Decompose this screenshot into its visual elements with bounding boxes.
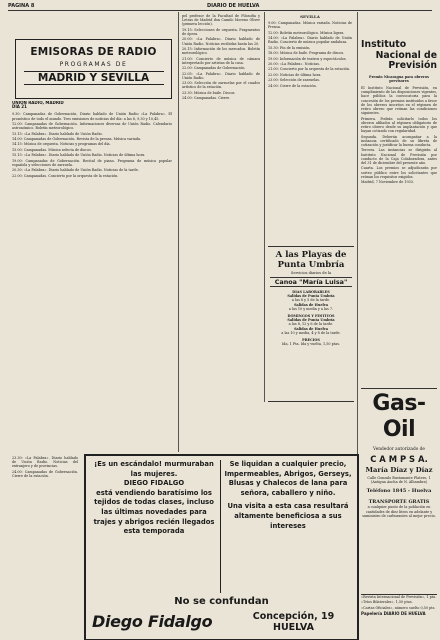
fidalgo-right-line-2: Una visita a esta casa resultará altamente beneficiosa a sus intereses: [227, 502, 349, 530]
playas-price-title: PRECIOS: [302, 338, 320, 343]
radio-column-3-list: [268, 21, 352, 88]
playas-laborables: DIAS LABORABLES: [292, 290, 330, 294]
paragraph: 15.30: Fin de la emisión.: [268, 45, 311, 50]
paragraph: 20.30: «La Palabra». Diario hablado de Unión Radio. Noticias de la tarde.: [12, 168, 139, 173]
paragraph: 21.00: Concierto de música de cámara interpretado por artistas de la casa.: [182, 56, 260, 65]
gasoil-ad: [361, 388, 437, 589]
page-header: [8, 2, 432, 11]
playas-lab1-times: a las 8 y 5 de la tarde.: [291, 298, 331, 303]
page-number: PAGINA 8: [8, 3, 35, 9]
playas-title-2: Punta Umbría: [277, 260, 345, 270]
paragraph: 23.00: Selección de zarzuelas por el cuadro artístico de la estación.: [182, 81, 260, 90]
paragraph: El Instituto Nacional de Previsión, en cumplimiento de las disposiciones vigentes, hace pública la convocatoria para la concesión de los premios instituidos a favor de los obreros inscritos en el régimen de retiro obrero que reúnan las condiciones siguientes.: [361, 85, 437, 116]
paragraph: 9.30: Campanadas de Gobernación, Diario hablado de Unión Radio «La Palabra». El pronóstico de todo el mundo. Tres emisiones de noticias del día: a las 8, 9,30 y 10,45.: [12, 112, 172, 121]
paragraph: 12.00: Campanadas de Gobernación. Informaciones diversas de Unión Radio. Calendario astronómico. Boletín meteorológico.: [12, 122, 172, 131]
radio-cities: MADRID Y SEVILLA: [24, 71, 164, 85]
radio-column-1b-list: [12, 456, 78, 478]
price-list: [361, 594, 437, 637]
instituto-notice: [361, 40, 437, 384]
gasoil-address: Calle Gonzalo Bustamante Platero, 1: [367, 476, 431, 480]
paragraph: 24.00: Campanadas. Cierre.: [182, 96, 231, 101]
sevilla-heading: SEVILLA: [300, 14, 320, 19]
paragraph: 14.00: «La Palabra». Diario hablado de Unión Radio. Concierto de música popular andaluza.: [268, 36, 352, 45]
paragraph: 9.00: Campanadas. Música variada. Noticias de Prensa.: [268, 21, 352, 30]
paragraph: Madrid, 7 Noviembre de 1933.: [361, 180, 414, 185]
fidalgo-ad: [84, 454, 359, 640]
paragraph: 23.00: Selección de zarzuelas.: [268, 78, 321, 83]
paragraph: 15.15: «La Palabra». Diario hablado de Unión Radio. Noticias de última hora.: [12, 153, 146, 158]
price-footer: Papelería DIARIO DE HUELVA: [361, 610, 426, 616]
fidalgo-city: HUELVA: [273, 622, 314, 633]
paragraph: 20.15: Información de los mercados. Boletín meteorológico.: [182, 46, 260, 56]
playas-ad: [268, 246, 354, 402]
playas-sub: Servicios diarios de la: [290, 271, 332, 275]
radio-column-2: [182, 14, 260, 402]
gasoil-owner: María Díaz y Díaz: [365, 466, 433, 474]
radio-day: DIA 21: [12, 104, 27, 110]
playas-price: Ida, 1 Pta. Ida y vuelta, 1,50 ptas.: [281, 342, 341, 347]
paragraph: 24.00: Campanadas de Gobernación. Cierre de la estación.: [12, 469, 78, 478]
instituto-sub: Premio Nicaragua para obreros previsores: [369, 74, 429, 83]
paragraph: 20.00: «La Palabra». Noticias.: [268, 61, 320, 66]
gasoil-title: Gas-Oil: [372, 391, 426, 442]
radio-title-box: [15, 39, 172, 99]
paragraph: 14.15: Música de orquesta. Noticias y programas del día.: [12, 142, 111, 147]
fidalgo-no-confundan: No se confundan: [174, 596, 269, 607]
newspaper-name: DIARIO DE HUELVA: [206, 3, 260, 9]
paragraph: 13.15: «La Palabra». Diario hablado de Unión Radio.: [12, 131, 103, 136]
paragraph: Cuarta. Los premios se adjudicarán por sorteo público entre los solicitantes que reúnan los requisitos exigidos.: [361, 166, 437, 179]
instituto-title-1: Instituto: [361, 40, 407, 50]
paragraph: Tercera. Las instancias se dirigirán al Instituto Nacional de Previsión por conducto de la Caja Colaboradora, antes del 31 de diciembre del presente año.: [361, 148, 437, 165]
paragraph: 15.00: Campanadas. Música selecta de discos.: [12, 147, 92, 152]
radio-column-3: [268, 14, 352, 242]
paragraph: 22.00: Campanadas de Gobernación.: [182, 66, 246, 71]
instituto-body: [361, 86, 437, 184]
paragraph: Segunda. Deberán acompañar a la instancia certificado de su libreta de cotización y justificar la buena conducta.: [361, 134, 437, 147]
playas-boat: Canoa "María Luisa": [270, 277, 352, 287]
paragraph: 23.30: Música de baile. Discos.: [182, 90, 236, 95]
radio-column-2-list: [182, 14, 260, 100]
fidalgo-left: [90, 460, 221, 593]
gasoil-address-2: (Antigua Ancha de N. Alhambra): [371, 480, 427, 485]
radio-title: EMISORAS DE RADIO: [30, 46, 157, 58]
playas-fest1-times: a las 8, 12 y 6 de la tarde.: [288, 322, 334, 327]
paragraph: 14.00: Campanadas de Gobernación. Revista de la prensa. Música variada.: [12, 136, 142, 141]
playas-fest2-times: a las 10 y media, 4 y 8 de la tarde.: [281, 330, 341, 335]
gasoil-company: C A M P S A.: [370, 454, 428, 464]
paragraph: Primera. Podrán solicitarlo todos los obreros afiliados al régimen obligatorio de retiro obrero desde su implantación y que hayan cotizado con regularidad.: [361, 116, 437, 134]
paragraph: 20.00: «La Palabra». Diario hablado de Unión Radio. Noticias recibidas hasta las 20.: [182, 37, 260, 46]
paragraph: 23.30: «La Palabra». Diario hablado de Unión Radio. Noticias del extranjero y de provincias.: [12, 456, 78, 469]
radio-subtitle: PROGRAMAS DE: [59, 61, 128, 68]
gasoil-transport-title: TRANSPORTE GRATIS: [368, 499, 430, 506]
fidalgo-right: [224, 460, 352, 593]
fidalgo-address: Concepción, 19: [252, 611, 335, 622]
instituto-title-2: Nacional de: [375, 49, 437, 61]
paragraph: 19.15: Selecciones de orquesta. Fragmentos de ópera.: [182, 27, 260, 36]
radio-column-1-continued: [12, 456, 78, 636]
paragraph: pel profesor de la Facultad de Filosofía y Letras de Madrid don Camilo Moreno Oliver (primera lección).: [182, 14, 260, 27]
paragraph: «Cartas Oficiales», número suelto 0,50 pts.: [361, 605, 436, 610]
playas-fest2: Salidas de Huelva: [294, 326, 328, 331]
gasoil-sub: Vendedor autorizado de: [373, 447, 425, 452]
fidalgo-right-line-1: Se liquidan a cualquier precio, Impermeables, Abrigos, Gerseys, Blusas y Chalecos de lana para señora, caballero y niño.: [224, 460, 352, 497]
fidalgo-left-line-1: ¡Es un escándalo! murmuraban las mujeres.: [94, 460, 214, 478]
playas-festivos: DOMINGOS Y FESTIVOS: [287, 314, 335, 319]
paragraph: «Revista Internacional de Previsión», 1 pta.: [361, 595, 437, 599]
fidalgo-brand: Diego Fidalgo: [92, 612, 213, 631]
playas-lab1: Salidas de Punta Umbría: [287, 294, 335, 299]
playas-title-1: A las Playas de: [275, 250, 347, 260]
radio-column-1-list: [12, 112, 172, 177]
paragraph: «Tríos Bilaterales», 1,50 ptas.: [361, 600, 413, 605]
fidalgo-left-line-3: está vendiendo baratísimo los tejidos de todas clases, incluso las últimas novedades para trajes y abrigos recién llegados esta temporada: [93, 488, 215, 536]
paragraph: 19.00: Información de teatros y espectáculos.: [268, 56, 347, 61]
paragraph: 22.05: «La Palabra». Diario hablado de Unión Radio.: [182, 71, 260, 80]
gasoil-phone: Teléfono 1845 - Huelva: [366, 488, 432, 495]
paragraph: 18.00: Música de baile. Programa de discos.: [268, 51, 345, 56]
radio-column-1: [12, 101, 172, 454]
fidalgo-left-name: DIEGO FIDALGO: [123, 479, 185, 488]
paragraph: 24.00: Cierre de la estación.: [268, 83, 317, 88]
playas-fest1: Salidas de Punta Umbría: [287, 318, 335, 323]
price-list-rows: [361, 595, 437, 610]
paragraph: 19.00: Campanadas de Gobernación. Recital de piano. Programa de música popular española y selecciones de zarzuela.: [12, 158, 172, 167]
paragraph: 22.00: Noticias de última hora.: [268, 72, 322, 77]
paragraph: 22.00: Campanadas. Concierto por la orquesta de la estación.: [12, 173, 119, 178]
gasoil-transport: a cualquier punto de la población en cantidades de diez litros en adelante y suministro de carburantes al mejor precio.: [362, 505, 436, 518]
playas-lab2: Salidas de Huelva: [294, 302, 328, 307]
paragraph: 12.00: Boletín meteorológico. Música ligera.: [268, 30, 345, 35]
playas-lab2-times: a las 10 y media y a las 7.: [288, 306, 334, 311]
paragraph: 21.00: Concierto por la orquesta de la estación.: [268, 67, 351, 72]
station-name: UNION RADIO, MADRID: [12, 101, 64, 105]
instituto-title-3: Previsión: [388, 60, 437, 71]
